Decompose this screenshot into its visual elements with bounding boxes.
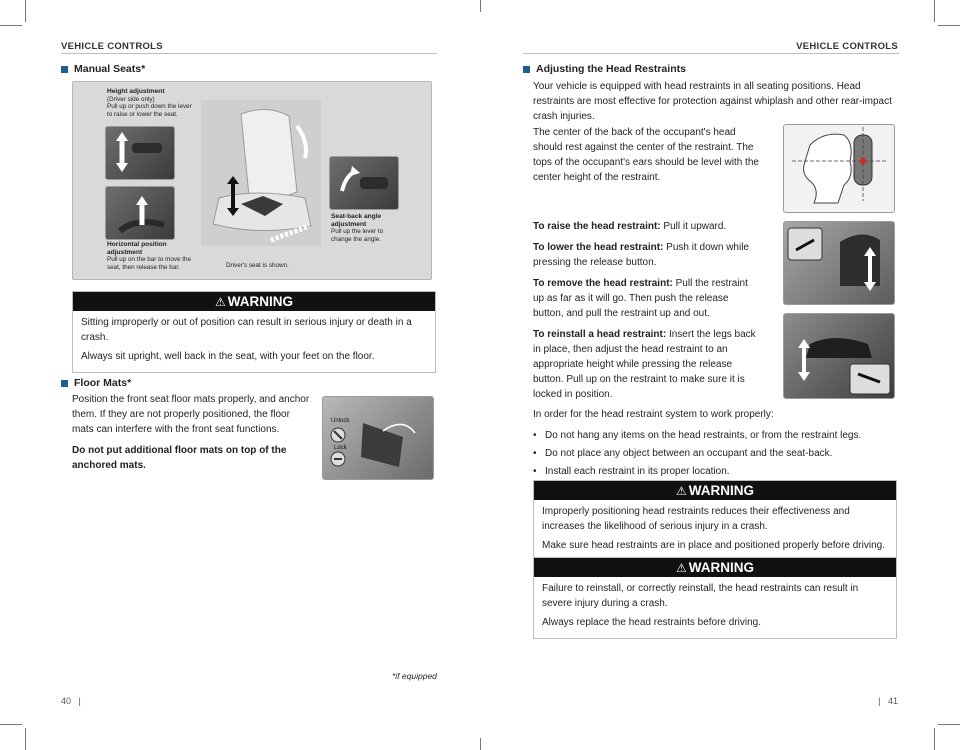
- warning-header: ⚠ WARNING: [73, 292, 435, 311]
- header-rule: [523, 53, 899, 54]
- warning-header: ⚠ WARNING: [534, 481, 896, 500]
- horizontal-bar-thumbnail: [105, 186, 175, 240]
- height-lever-thumbnail: [105, 126, 175, 180]
- crop-mark: [480, 738, 481, 750]
- manual-seat-figure: [72, 81, 432, 280]
- seat-illustration: [201, 100, 321, 246]
- header-rule: [61, 53, 437, 54]
- crop-mark: [938, 25, 960, 26]
- warning-text: Make sure head restraints are in place and positioned properly before driving.: [542, 540, 885, 551]
- warning-triangle-icon: ⚠: [675, 561, 687, 575]
- section-square-icon: [61, 380, 68, 387]
- head-restraints-intro: Your vehicle is equipped with head restraints in all seating positions. Head restraints are most effective for protection against whiplash and other rear-impact crash injuries.: [533, 81, 892, 122]
- crop-mark: [480, 0, 481, 12]
- warning-triangle-icon: ⚠: [214, 295, 226, 309]
- section-square-icon: [61, 66, 68, 73]
- warning-box-seats: [72, 291, 436, 373]
- floor-mats-body: Position the front seat floor mats properly, and anchor them. If they are not properly positioned, the floor mats can interfere with the front seat functions. Do not put additional floor mats on top of the anchored mats.: [72, 394, 310, 471]
- head-restraint-instructions: To raise the head restraint: Pull it upward. To lower the head restraint: Push it down while pressing the release button. To remove the head restraint: Pull the restraint up as far as it will go. Then push the release button, and pull the restraint up and out. To reinstall a head restraint: Insert the legs back in place, then adjust the head restraint to an appropriate height while pressing the release button. Pull up on the restraint to make sure it is locked in position.: [533, 221, 756, 400]
- page-number-right: | 41: [878, 696, 898, 706]
- running-header-left: VEHICLE CONTROLS: [61, 41, 163, 52]
- seat-back-adjustment-caption: Seat-back angle adjustment Pull up the lever to change the angle.: [331, 213, 384, 243]
- head-position-figure: [783, 124, 895, 213]
- list-item: • Do not hang any items on the head restraints, or from the restraint legs.: [533, 428, 899, 443]
- warning-text: Improperly positioning head restraints reduces their effectiveness and increases the likelihood of serious injury in a crash.: [542, 506, 850, 532]
- seat-back-lever-thumbnail: [329, 156, 399, 210]
- section-title-manual-seats: Manual Seats*: [61, 63, 145, 75]
- crop-mark: [938, 724, 960, 725]
- warning-triangle-icon: ⚠: [675, 484, 687, 498]
- height-adjustment-caption: Height adjustment (Driver side only) Pull up or push down the lever to raise or lower the seat.: [107, 88, 192, 118]
- warning-text: Always replace the head restraints before driving.: [542, 617, 762, 628]
- crop-mark: [934, 728, 935, 750]
- running-header-right: VEHICLE CONTROLS: [796, 41, 898, 52]
- head-restraint-requirements: In order for the head restraint system to work properly: • Do not hang any items on the head restraints, or from the restraint legs. • Do not place any object between an occupant and the seat-back. • Install each restraint in its proper location.: [533, 407, 899, 482]
- footnote: *if equipped: [392, 671, 437, 681]
- crop-mark: [0, 25, 22, 26]
- unlock-label: Unlock: [331, 418, 350, 424]
- warning-box-reinstall: [533, 557, 897, 639]
- section-title-floor-mats: Floor Mats*: [61, 377, 131, 389]
- warning-text: Sitting improperly or out of position can result in serious injury or death in a crash.: [81, 317, 412, 343]
- lock-label: Lock: [334, 445, 347, 451]
- floor-mat-anchor-figure: [322, 396, 434, 480]
- horizontal-adjustment-caption: Horizontal position adjustment Pull up on the bar to move the seat, then release the bar.: [107, 241, 192, 271]
- list-item: • Install each restraint in its proper location.: [533, 464, 899, 479]
- crop-mark: [25, 728, 26, 750]
- warning-header: ⚠ WARNING: [534, 558, 896, 577]
- head-restraint-raise-figure: [783, 221, 895, 305]
- section-square-icon: [523, 66, 530, 73]
- page-number-left: 40 |: [61, 696, 81, 706]
- figure-caption: Driver's seat is shown.: [226, 262, 289, 269]
- section-title-head-restraints: Adjusting the Head Restraints: [523, 63, 686, 75]
- warning-text: Always sit upright, well back in the seat, with your feet on the floor.: [81, 351, 375, 362]
- head-restraints-center: The center of the back of the occupant's head should rest against the center of the restraint. The tops of the occupant's ears should be level with the center height of the restraint.: [533, 127, 759, 183]
- crop-mark: [25, 0, 26, 22]
- warning-box-head-position: [533, 480, 897, 562]
- crop-mark: [0, 724, 22, 725]
- head-restraint-remove-figure: [783, 313, 895, 399]
- crop-mark: [934, 0, 935, 22]
- list-item: • Do not place any object between an occupant and the seat-back.: [533, 446, 899, 461]
- warning-text: Failure to reinstall, or correctly reinstall, the head restraints can result in severe injury during a crash.: [542, 583, 859, 609]
